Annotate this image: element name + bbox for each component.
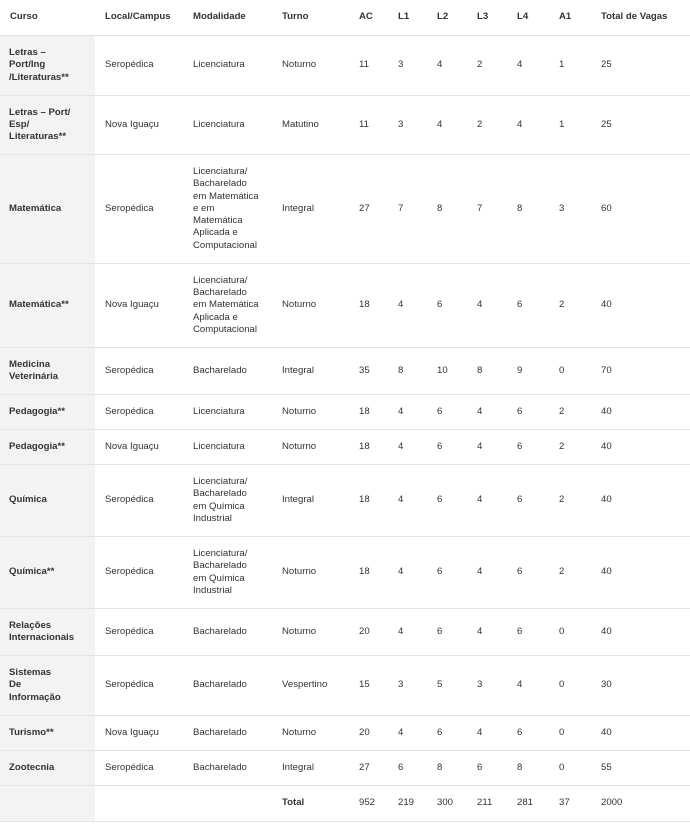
total-l1: 219 [388,786,427,822]
cell-total: 30 [591,656,690,716]
cell-modalidade [183,395,272,430]
curso-line: Port/Ing [9,59,46,71]
cell-l1: 3 [388,656,427,716]
curso-line: Turismo** [9,726,54,738]
cell-l1: 8 [388,348,427,395]
cell-a1: 2 [549,465,591,537]
curso-line: Esp/ [9,118,30,130]
cell-l2: 6 [427,537,467,609]
modalidade-line: Licenciatura [193,405,245,417]
table-row [0,751,690,786]
modalidade-line: Bacharelado [193,560,247,572]
curso-line: Química** [9,566,55,578]
modalidade-line: e em [193,202,215,214]
curso-line: Pedagogia** [9,440,65,452]
cell-curso [0,155,95,264]
cell-modalidade [183,264,272,348]
cell-total: 60 [591,155,690,264]
cell-l3: 2 [467,96,507,155]
cell-modalidade [183,751,272,786]
curso-line: De [9,679,22,691]
cell-total: 55 [591,751,690,786]
curso-line: Letras – Port/ [9,106,71,118]
modalidade-line: Licenciatura [193,118,245,130]
curso-line: Pedagogia** [9,405,65,417]
modalidade-line: em Matemática [193,190,259,202]
cell-l2: 4 [427,36,467,96]
header-curso: Curso [0,0,95,36]
header-total: Total de Vagas [591,0,690,36]
cell-a1: 0 [549,656,591,716]
cell-curso [0,751,95,786]
modalidade-line: Aplicada e [193,227,238,239]
table-row [0,155,690,264]
total-empty-curso [0,786,95,822]
cell-curso [0,430,95,465]
curso-line: Relações [9,619,52,631]
cell-turno: Noturno [272,609,349,656]
cell-turno: Integral [272,348,349,395]
cell-l2: 5 [427,656,467,716]
cell-local: Seropédica [95,395,183,430]
header-modalidade: Modalidade [183,0,272,36]
cell-modalidade [183,465,272,537]
cell-turno: Noturno [272,430,349,465]
cell-modalidade [183,430,272,465]
cell-l1: 7 [388,155,427,264]
cell-local: Nova Iguaçu [95,264,183,348]
cell-curso [0,395,95,430]
cell-l2: 4 [427,96,467,155]
cell-l3: 8 [467,348,507,395]
cell-l3: 4 [467,264,507,348]
cell-turno: Noturno [272,537,349,609]
cell-l4: 4 [507,36,549,96]
table-row [0,716,690,751]
cell-l4: 4 [507,656,549,716]
cell-turno: Noturno [272,264,349,348]
cell-turno: Noturno [272,395,349,430]
cell-l2: 6 [427,430,467,465]
cell-l2: 8 [427,155,467,264]
curso-line: /Literaturas** [9,71,69,83]
modalidade-line: Licenciatura [193,440,245,452]
cell-l4: 6 [507,609,549,656]
header-l1: L1 [388,0,427,36]
modalidade-line: Computacional [193,239,257,251]
cell-curso [0,465,95,537]
cell-curso [0,716,95,751]
cell-l4: 9 [507,348,549,395]
modalidade-line: Licenciatura [193,59,245,71]
curso-line: Veterinária [9,371,59,382]
cell-ac: 27 [349,751,388,786]
total-empty-modalidade [183,786,272,822]
cell-l1: 3 [388,96,427,155]
cell-l3: 4 [467,465,507,537]
cell-a1: 2 [549,395,591,430]
cell-l4: 6 [507,716,549,751]
header-row [0,0,690,36]
cell-curso [0,656,95,716]
cell-curso [0,537,95,609]
cell-ac: 15 [349,656,388,716]
cell-curso [0,36,95,96]
cell-a1: 0 [549,609,591,656]
cell-turno: Noturno [272,36,349,96]
cell-a1: 2 [549,430,591,465]
cell-modalidade [183,609,272,656]
cell-l4: 6 [507,465,549,537]
cell-total: 40 [591,537,690,609]
total-label: Total [272,786,349,822]
cell-l1: 3 [388,36,427,96]
cell-l1: 4 [388,395,427,430]
curso-line: Química [9,494,47,506]
table-row [0,264,690,348]
cell-total: 25 [591,36,690,96]
modalidade-line: Bacharelado [193,488,247,500]
cell-ac: 18 [349,430,388,465]
header-a1: A1 [549,0,591,36]
modalidade-line: Industrial [193,584,232,596]
cell-l1: 4 [388,264,427,348]
modalidade-line: Licenciatura/ [193,274,248,286]
cell-l4: 6 [507,537,549,609]
table-row [0,537,690,609]
cell-ac: 18 [349,264,388,348]
header-turno: Turno [272,0,349,36]
cell-l3: 3 [467,656,507,716]
cell-l1: 4 [388,609,427,656]
cell-l2: 6 [427,395,467,430]
cell-curso [0,609,95,656]
header-l2: L2 [427,0,467,36]
cell-a1: 1 [549,36,591,96]
cell-local: Seropédica [95,751,183,786]
cell-local: Seropédica [95,465,183,537]
cell-l2: 6 [427,609,467,656]
modalidade-line: Matemática [193,215,243,227]
cell-turno: Vespertino [272,656,349,716]
header-ac: AC [349,0,388,36]
modalidade-line: Bacharelado [193,364,247,376]
cell-total: 70 [591,348,690,395]
cell-l3: 4 [467,609,507,656]
modalidade-line: Bacharelado [193,178,247,190]
cell-turno: Integral [272,155,349,264]
cell-local: Seropédica [95,609,183,656]
cell-l2: 10 [427,348,467,395]
cell-total: 40 [591,395,690,430]
cell-ac: 35 [349,348,388,395]
cell-l4: 6 [507,430,549,465]
cell-l1: 4 [388,716,427,751]
cell-l2: 6 [427,716,467,751]
cell-local: Nova Iguaçu [95,96,183,155]
curso-line: Zootecnia [9,761,55,773]
cell-turno: Matutino [272,96,349,155]
cell-ac: 20 [349,609,388,656]
modalidade-line: Bacharelado [193,726,247,738]
cell-turno: Noturno [272,716,349,751]
total-l4: 281 [507,786,549,822]
table-row [0,348,690,395]
header-local: Local/Campus [95,0,183,36]
cell-total: 40 [591,430,690,465]
modalidade-line: em Matemática [193,299,259,311]
modalidade-line: em Química [193,500,245,512]
cell-l2: 6 [427,264,467,348]
cell-local: Seropédica [95,537,183,609]
cell-total: 40 [591,609,690,656]
table-row [0,36,690,96]
cell-l3: 4 [467,716,507,751]
table-body [0,36,690,822]
total-total: 2000 [591,786,690,822]
cell-total: 40 [591,716,690,751]
cell-local: Seropédica [95,348,183,395]
cell-modalidade [183,348,272,395]
header-l3: L3 [467,0,507,36]
modalidade-line: Bacharelado [193,761,247,773]
cell-l3: 4 [467,430,507,465]
modalidade-line: Licenciatura/ [193,548,248,560]
cell-modalidade [183,716,272,751]
header-l4: L4 [507,0,549,36]
cell-a1: 0 [549,716,591,751]
cell-local: Seropédica [95,656,183,716]
cell-total: 25 [591,96,690,155]
curso-line: Literaturas** [9,131,67,143]
total-ac: 952 [349,786,388,822]
cell-total: 40 [591,264,690,348]
cell-curso [0,96,95,155]
modalidade-line: em Química [193,572,245,584]
modalidade-line: Bacharelado [193,625,247,637]
table-row [0,465,690,537]
cell-ac: 20 [349,716,388,751]
cell-l1: 6 [388,751,427,786]
cell-l3: 7 [467,155,507,264]
curso-line: Letras – [9,47,46,59]
cell-l1: 4 [388,537,427,609]
total-empty-local [95,786,183,822]
cell-a1: 1 [549,96,591,155]
cell-ac: 11 [349,36,388,96]
cell-a1: 0 [549,348,591,395]
cell-a1: 2 [549,537,591,609]
table-row [0,395,690,430]
cell-l3: 6 [467,751,507,786]
cell-total: 40 [591,465,690,537]
cell-modalidade [183,537,272,609]
cell-l3: 4 [467,537,507,609]
cell-l2: 8 [427,751,467,786]
cell-local: Nova Iguaçu [95,716,183,751]
table-row [0,96,690,155]
table-row [0,609,690,656]
curso-line: Sistemas [9,667,52,679]
curso-line: Internacionais [9,632,75,643]
total-l2: 300 [427,786,467,822]
modalidade-line: Licenciatura/ [193,476,248,488]
modalidade-line: Licenciatura/ [193,166,248,178]
modalidade-line: Computacional [193,323,257,335]
cell-l1: 4 [388,465,427,537]
cell-l4: 8 [507,155,549,264]
modalidade-line: Industrial [193,512,232,524]
cell-ac: 27 [349,155,388,264]
cell-ac: 11 [349,96,388,155]
cell-modalidade [183,155,272,264]
modalidade-line: Bacharelado [193,287,247,299]
cell-ac: 18 [349,465,388,537]
cell-curso [0,264,95,348]
cell-modalidade [183,656,272,716]
cell-l4: 6 [507,395,549,430]
cell-l4: 4 [507,96,549,155]
cell-l2: 6 [427,465,467,537]
cell-ac: 18 [349,537,388,609]
cell-local: Seropédica [95,155,183,264]
cell-curso [0,348,95,395]
cell-turno: Integral [272,751,349,786]
cell-l1: 4 [388,430,427,465]
total-a1: 37 [549,786,591,822]
cell-modalidade [183,36,272,96]
cell-l4: 8 [507,751,549,786]
cell-ac: 18 [349,395,388,430]
curso-line: Informação [9,691,61,703]
total-l3: 211 [467,786,507,822]
table-row [0,430,690,465]
curso-line: Matemática [9,202,62,214]
cell-turno: Integral [272,465,349,537]
cell-a1: 0 [549,751,591,786]
cell-l3: 4 [467,395,507,430]
cell-l4: 6 [507,264,549,348]
total-row [0,786,690,822]
cell-local: Nova Iguaçu [95,430,183,465]
modalidade-line: Aplicada e [193,311,238,323]
modalidade-line: Bacharelado [193,679,247,691]
cell-local: Seropédica [95,36,183,96]
cell-a1: 2 [549,264,591,348]
table-row [0,656,690,716]
curso-line: Medicina [9,358,51,370]
cell-modalidade [183,96,272,155]
curso-line: Matemática** [9,299,69,311]
cell-a1: 3 [549,155,591,264]
cell-l3: 2 [467,36,507,96]
